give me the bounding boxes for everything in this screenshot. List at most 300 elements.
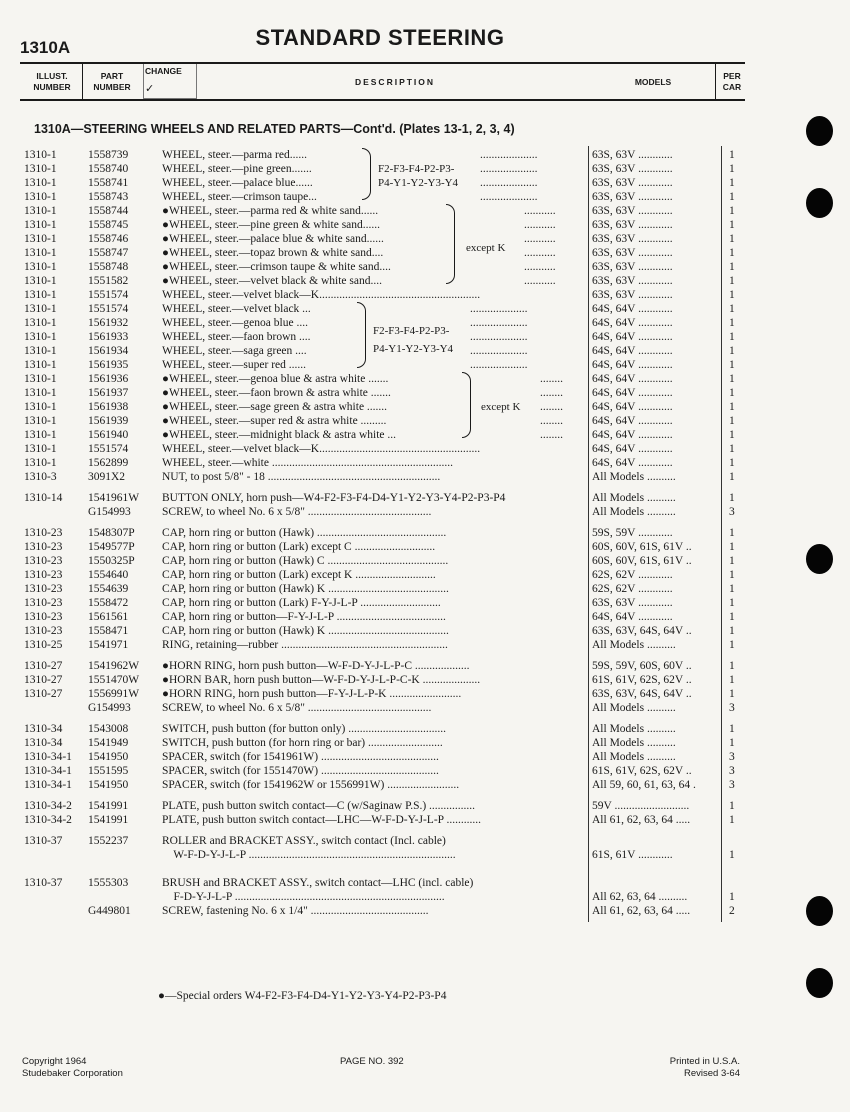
illus-number: 1310-34-2 <box>24 814 72 826</box>
header-models: MODELS <box>634 77 672 87</box>
part-number: 1558472 <box>88 597 129 609</box>
part-description: PLATE, push button switch contact—LHC—W-F-D-Y-J-L-P ............ <box>162 814 481 826</box>
leader-dots: .................... <box>470 359 528 371</box>
part-number: 1551470W <box>88 674 140 686</box>
per-car-qty: 3 <box>729 702 735 714</box>
per-car-qty: 1 <box>729 891 735 903</box>
models: All Models .......... <box>592 471 676 483</box>
part-number: 1558745 <box>88 219 129 231</box>
models: 61S, 61V ............ <box>592 849 673 861</box>
per-car-qty: 1 <box>729 555 735 567</box>
table-row <box>0 288 850 302</box>
per-car-qty: 1 <box>729 247 735 259</box>
part-description: ●WHEEL, steer.—parma red & white sand...... <box>162 205 379 217</box>
part-number: 1558740 <box>88 163 129 175</box>
part-number: 1554639 <box>88 583 129 595</box>
illus-number: 1310-23 <box>24 611 63 623</box>
table-row <box>0 876 850 890</box>
table-row <box>0 582 850 596</box>
models: 63S, 63V ............ <box>592 597 673 609</box>
illus-number: 1310-34-1 <box>24 765 72 777</box>
leader-dots: .................... <box>480 149 538 161</box>
illus-number: 1310-23 <box>24 569 63 581</box>
illus-number: 1310-23 <box>24 597 63 609</box>
part-description: SCREW, to wheel No. 6 x 5/8" ........................................... <box>162 506 432 518</box>
table-row <box>0 148 850 162</box>
per-car-qty: 1 <box>729 359 735 371</box>
part-number: 1541991 <box>88 814 129 826</box>
per-car-qty: 1 <box>729 303 735 315</box>
illus-number: 1310-3 <box>24 471 57 483</box>
part-description: WHEEL, steer.—velvet black—K........................................................ <box>162 443 481 455</box>
table-row <box>0 596 850 610</box>
leader-dots: ........ <box>540 373 563 385</box>
models: 63S, 63V ............ <box>592 289 673 301</box>
illus-number: 1310-1 <box>24 177 57 189</box>
models: 64S, 64V ............ <box>592 317 673 329</box>
binder-hole <box>806 896 833 926</box>
part-number: 1558748 <box>88 261 129 273</box>
per-car-qty: 1 <box>729 205 735 217</box>
models: 59V .......................... <box>592 800 690 812</box>
table-row <box>0 442 850 456</box>
part-description: BUTTON ONLY, horn push—W4-F2-F3-F4-D4-Y1-Y2-Y3-Y4-P2-P3-P4 <box>162 492 506 504</box>
table-row <box>0 470 850 484</box>
illus-number: 1310-1 <box>24 261 57 273</box>
illus-number: 1310-23 <box>24 583 63 595</box>
models: 64S, 64V ............ <box>592 359 673 371</box>
models: 63S, 63V ............ <box>592 191 673 203</box>
per-car-qty: 1 <box>729 163 735 175</box>
part-number: G154993 <box>88 506 131 518</box>
models: 64S, 64V ............ <box>592 457 673 469</box>
models: 62S, 62V ............ <box>592 583 673 595</box>
leader-dots: .................... <box>470 303 528 315</box>
per-car-qty: 3 <box>729 506 735 518</box>
models: 63S, 63V, 64S, 64V .. <box>592 688 692 700</box>
part-description: ●HORN BAR, horn push button—W-F-D-Y-J-L-P-C-K .................... <box>162 674 481 686</box>
illus-number: 1310-23 <box>24 527 63 539</box>
footer-copyright: Copyright 1964 Studebaker Corporation <box>22 1056 123 1079</box>
part-description: WHEEL, steer.—pine green....... <box>162 163 312 175</box>
binder-hole <box>806 116 833 146</box>
header-top-rule <box>20 62 745 64</box>
part-description: ●WHEEL, steer.—midnight black & astra white ... <box>162 429 397 441</box>
part-description: WHEEL, steer.—parma red...... <box>162 149 307 161</box>
part-description: WHEEL, steer.—velvet black ... <box>162 303 311 315</box>
illus-number: 1310-1 <box>24 373 57 385</box>
models: All 62, 63, 64 .......... <box>592 891 688 903</box>
illus-number: 1310-37 <box>24 835 63 847</box>
illus-number: 1310-1 <box>24 457 57 469</box>
per-car-qty: 1 <box>729 261 735 273</box>
table-row <box>0 218 850 232</box>
table-row <box>0 260 850 274</box>
part-description: ●WHEEL, steer.—super red & astra white ......... <box>162 415 387 427</box>
part-number: 1558744 <box>88 205 129 217</box>
models: All Models .......... <box>592 737 676 749</box>
per-car-qty: 3 <box>729 751 735 763</box>
per-car-qty: 1 <box>729 219 735 231</box>
part-description: ●WHEEL, steer.—topaz brown & white sand.... <box>162 247 384 259</box>
leader-dots: .................... <box>480 163 538 175</box>
part-number: 1555303 <box>88 877 129 889</box>
leader-dots: .................... <box>480 191 538 203</box>
part-number: 1561940 <box>88 429 129 441</box>
models: All Models .......... <box>592 723 676 735</box>
part-number: 1561937 <box>88 387 129 399</box>
part-number: 1558747 <box>88 247 129 259</box>
header-bottom-rule <box>20 99 745 101</box>
table-row <box>0 190 850 204</box>
part-description: WHEEL, steer.—palace blue...... <box>162 177 313 189</box>
models: 64S, 64V ............ <box>592 303 673 315</box>
part-number: 3091X2 <box>88 471 126 483</box>
illus-number: 1310-1 <box>24 317 57 329</box>
header-part-number: PART NUMBER <box>93 71 131 92</box>
part-number: 1562899 <box>88 457 129 469</box>
part-number: 1561933 <box>88 331 129 343</box>
footer-page-number: PAGE NO. 392 <box>340 1056 404 1067</box>
part-description: CAP, horn ring or button (Hawk) C .......................................... <box>162 555 449 567</box>
models: All Models .......... <box>592 639 676 651</box>
part-number: 1561935 <box>88 359 129 371</box>
part-description: RING, retaining—rubber .......................................................... <box>162 639 448 651</box>
per-car-qty: 1 <box>729 660 735 672</box>
table-row <box>0 890 850 904</box>
model-group-label: P4-Y1-Y2-Y3-Y4 <box>378 177 459 189</box>
models: All 61, 62, 63, 64 ..... <box>592 814 691 826</box>
illus-number: 1310-1 <box>24 415 57 427</box>
table-row <box>0 722 850 736</box>
table-row <box>0 540 850 554</box>
leader-dots: ........... <box>524 247 556 259</box>
part-description: WHEEL, steer.—faon brown .... <box>162 331 311 343</box>
table-row <box>0 673 850 687</box>
table-row <box>0 659 850 673</box>
table-row <box>0 624 850 638</box>
illus-number: 1310-1 <box>24 429 57 441</box>
part-number: 1541950 <box>88 779 129 791</box>
illus-number: 1310-14 <box>24 492 63 504</box>
models: 64S, 64V ............ <box>592 415 673 427</box>
model-group-label: except K <box>466 242 506 254</box>
models: All Models .......... <box>592 492 676 504</box>
model-group-label: except K <box>481 401 521 413</box>
per-car-qty: 1 <box>729 688 735 700</box>
per-car-qty: 1 <box>729 639 735 651</box>
part-description: ●HORN RING, horn push button—W-F-D-Y-J-L-P-C ................... <box>162 660 470 672</box>
model-group-label: F2-F3-F4-P2-P3- <box>373 325 450 337</box>
part-number: 1558739 <box>88 149 129 161</box>
illus-number: 1310-1 <box>24 163 57 175</box>
part-description: ●WHEEL, steer.—pine green & white sand...... <box>162 219 381 231</box>
part-number: 1551574 <box>88 289 129 301</box>
table-row <box>0 358 850 372</box>
per-car-qty: 1 <box>729 471 735 483</box>
models: 63S, 63V, 64S, 64V .. <box>592 625 692 637</box>
illus-number: 1310-1 <box>24 191 57 203</box>
part-number: 1541971 <box>88 639 129 651</box>
part-description: PLATE, push button switch contact—C (w/Saginaw P.S.) ................ <box>162 800 476 812</box>
illus-number: 1310-1 <box>24 289 57 301</box>
header-divider <box>82 64 83 100</box>
part-number: 1541961W <box>88 492 140 504</box>
leader-dots: ........ <box>540 387 563 399</box>
part-description: NUT, to post 5/8" - 18 ............................................................ <box>162 471 441 483</box>
illus-number: 1310-1 <box>24 387 57 399</box>
illus-number: 1310-23 <box>24 625 63 637</box>
part-number: 1551582 <box>88 275 129 287</box>
part-number: 1558741 <box>88 177 129 189</box>
per-car-qty: 1 <box>729 345 735 357</box>
binder-hole <box>806 544 833 574</box>
per-car-qty: 1 <box>729 569 735 581</box>
per-car-qty: 1 <box>729 583 735 595</box>
part-description: ●WHEEL, steer.—velvet black & white sand.... <box>162 275 382 287</box>
per-car-qty: 1 <box>729 177 735 189</box>
part-description: W-F-D-Y-J-L-P ........................................................................ <box>162 849 456 861</box>
per-car-qty: 1 <box>729 401 735 413</box>
per-car-qty: 1 <box>729 331 735 343</box>
leader-dots: ........... <box>524 233 556 245</box>
models: All Models .......... <box>592 751 676 763</box>
illus-number: 1310-34-1 <box>24 779 72 791</box>
table-row <box>0 302 850 316</box>
illus-number: 1310-34-2 <box>24 800 72 812</box>
part-number: 1552237 <box>88 835 129 847</box>
table-row <box>0 274 850 288</box>
part-number: 1543008 <box>88 723 129 735</box>
table-row <box>0 491 850 505</box>
per-car-qty: 1 <box>729 373 735 385</box>
leader-dots: ........... <box>524 205 556 217</box>
part-number: 1551574 <box>88 303 129 315</box>
part-number: 1558471 <box>88 625 129 637</box>
table-row <box>0 400 850 414</box>
per-car-qty: 1 <box>729 541 735 553</box>
illus-number: 1310-1 <box>24 359 57 371</box>
model-group-label: P4-Y1-Y2-Y3-Y4 <box>373 343 454 355</box>
part-description: ●WHEEL, steer.—faon brown & astra white ....... <box>162 387 391 399</box>
per-car-qty: 1 <box>729 149 735 161</box>
models: All Models .......... <box>592 506 676 518</box>
per-car-qty: 2 <box>729 905 735 917</box>
illus-number: 1310-1 <box>24 149 57 161</box>
part-description: ●HORN RING, horn push button—F-Y-J-L-P-K ......................... <box>162 688 462 700</box>
models: 64S, 64V ............ <box>592 387 673 399</box>
table-row <box>0 904 850 918</box>
illus-number: 1310-1 <box>24 443 57 455</box>
illus-number: 1310-37 <box>24 877 63 889</box>
illus-number: 1310-1 <box>24 219 57 231</box>
part-description: WHEEL, steer.—crimson taupe... <box>162 191 317 203</box>
header-change: CHANGE <box>145 66 182 76</box>
models: 64S, 64V ............ <box>592 345 673 357</box>
part-description: CAP, horn ring or button (Hawk) K .......................................... <box>162 625 449 637</box>
models: 63S, 63V ............ <box>592 275 673 287</box>
per-car-qty: 1 <box>729 737 735 749</box>
illus-number: 1310-23 <box>24 541 63 553</box>
part-number: 1541991 <box>88 800 129 812</box>
part-number: 1558743 <box>88 191 129 203</box>
table-row <box>0 162 850 176</box>
per-car-qty: 1 <box>729 625 735 637</box>
illus-number: 1310-1 <box>24 345 57 357</box>
models: 63S, 63V ............ <box>592 205 673 217</box>
part-description: F-D-Y-J-L-P ......................................................................... <box>162 891 445 903</box>
per-car-qty: 1 <box>729 814 735 826</box>
per-car-qty: 1 <box>729 492 735 504</box>
table-row <box>0 428 850 442</box>
illus-number: 1310-1 <box>24 275 57 287</box>
page-code: 1310A <box>20 38 71 57</box>
per-car-qty: 1 <box>729 233 735 245</box>
part-number: 1541950 <box>88 751 129 763</box>
illus-number: 1310-34 <box>24 723 63 735</box>
part-description: SCREW, to wheel No. 6 x 5/8" ........................................... <box>162 702 432 714</box>
part-description: BRUSH and BRACKET ASSY., switch contact—LHC (incl. cable) <box>162 877 474 889</box>
per-car-qty: 3 <box>729 765 735 777</box>
table-row <box>0 204 850 218</box>
models: All 59, 60, 61, 63, 64 . <box>592 779 696 791</box>
models: 63S, 63V ............ <box>592 261 673 273</box>
part-number: 1551595 <box>88 765 129 777</box>
table-row <box>0 344 850 358</box>
models: 61S, 61V, 62S, 62V .. <box>592 674 692 686</box>
part-number: 1556991W <box>88 688 140 700</box>
illus-number: 1310-1 <box>24 401 57 413</box>
illus-number: 1310-1 <box>24 303 57 315</box>
models: 61S, 61V, 62S, 62V .. <box>592 765 692 777</box>
illus-number: 1310-25 <box>24 639 63 651</box>
part-description: SPACER, switch (for 1541961W) ......................................... <box>162 751 439 763</box>
part-number: 1541962W <box>88 660 140 672</box>
table-row <box>0 386 850 400</box>
illus-number: 1310-23 <box>24 555 63 567</box>
part-description: ROLLER and BRACKET ASSY., switch contact (Incl. cable) <box>162 835 446 847</box>
part-description: SPACER, switch (for 1551470W) ......................................... <box>162 765 439 777</box>
part-description: WHEEL, steer.—super red ...... <box>162 359 307 371</box>
table-row <box>0 610 850 624</box>
per-car-qty: 1 <box>729 275 735 287</box>
per-car-qty: 1 <box>729 723 735 735</box>
per-car-qty: 1 <box>729 800 735 812</box>
table-row <box>0 176 850 190</box>
part-description: CAP, horn ring or button (Lark) F-Y-J-L-P ............................ <box>162 597 441 609</box>
per-car-qty: 1 <box>729 849 735 861</box>
models: All Models .......... <box>592 702 676 714</box>
table-row <box>0 372 850 386</box>
illus-number: 1310-27 <box>24 688 63 700</box>
models: 60S, 60V, 61S, 61V .. <box>592 555 692 567</box>
table-row <box>0 232 850 246</box>
illus-number: 1310-1 <box>24 331 57 343</box>
part-number: 1561932 <box>88 317 129 329</box>
part-number: 1561934 <box>88 345 129 357</box>
illus-number: 1310-34-1 <box>24 751 72 763</box>
part-description: ●WHEEL, steer.—crimson taupe & white sand.... <box>162 261 391 273</box>
models: 64S, 64V ............ <box>592 443 673 455</box>
part-description: SWITCH, push button (for horn ring or bar) .......................... <box>162 737 443 749</box>
table-row <box>0 778 850 792</box>
per-car-qty: 1 <box>729 429 735 441</box>
models: All 61, 62, 63, 64 ..... <box>592 905 691 917</box>
per-car-qty: 1 <box>729 289 735 301</box>
illus-number: 1310-27 <box>24 674 63 686</box>
header-description: DESCRIPTION <box>354 77 436 87</box>
leader-dots: ........... <box>524 261 556 273</box>
per-car-qty: 1 <box>729 443 735 455</box>
leader-dots: ........... <box>524 275 556 287</box>
table-row <box>0 813 850 827</box>
leader-dots: .................... <box>470 345 528 357</box>
table-row <box>0 736 850 750</box>
part-description: CAP, horn ring or button (Hawk) K .......................................... <box>162 583 449 595</box>
models: 59S, 59V, 60S, 60V .. <box>592 660 692 672</box>
part-number: 1554640 <box>88 569 129 581</box>
part-number: 1558746 <box>88 233 129 245</box>
models: 64S, 64V ............ <box>592 611 673 623</box>
part-number: G449801 <box>88 905 131 917</box>
part-number: 1548307P <box>88 527 135 539</box>
table-row <box>0 638 850 652</box>
part-description: WHEEL, steer.—genoa blue .... <box>162 317 308 329</box>
per-car-qty: 1 <box>729 527 735 539</box>
part-description: WHEEL, steer.—white ............................................................... <box>162 457 453 469</box>
part-description: ●WHEEL, steer.—genoa blue & astra white ....... <box>162 373 389 385</box>
model-group-label: F2-F3-F4-P2-P3- <box>378 163 455 175</box>
models: 62S, 62V ............ <box>592 569 673 581</box>
part-description: SWITCH, push button (for button only) .................................. <box>162 723 446 735</box>
illus-number: 1310-1 <box>24 247 57 259</box>
per-car-qty: 1 <box>729 597 735 609</box>
table-row <box>0 414 850 428</box>
footer-printed: Printed in U.S.A. Revised 3-64 <box>669 1056 740 1079</box>
per-car-qty: 1 <box>729 457 735 469</box>
part-number: 1549577P <box>88 541 135 553</box>
part-description: WHEEL, steer.—velvet black—K........................................................ <box>162 289 481 301</box>
header-per-car: PER CAR <box>722 71 742 92</box>
table-row <box>0 834 850 848</box>
table-row <box>0 799 850 813</box>
binder-hole <box>806 968 833 998</box>
leader-dots: .................... <box>470 317 528 329</box>
header-illus-number: ILLUST. NUMBER <box>33 71 71 92</box>
per-car-qty: 1 <box>729 387 735 399</box>
models: 64S, 64V ............ <box>592 429 673 441</box>
leader-dots: .................... <box>480 177 538 189</box>
leader-dots: ........... <box>524 219 556 231</box>
leader-dots: ........ <box>540 415 563 427</box>
illus-number: 1310-27 <box>24 660 63 672</box>
per-car-qty: 1 <box>729 317 735 329</box>
per-car-qty: 1 <box>729 674 735 686</box>
part-description: CAP, horn ring or button—F-Y-J-L-P ...................................... <box>162 611 446 623</box>
illus-number: 1310-1 <box>24 233 57 245</box>
leader-dots: ........ <box>540 429 563 441</box>
models: 63S, 63V ............ <box>592 233 673 245</box>
part-description: CAP, horn ring or button (Hawk) ............................................. <box>162 527 447 539</box>
models: 63S, 63V ............ <box>592 149 673 161</box>
models: 64S, 64V ............ <box>592 373 673 385</box>
part-number: 1561561 <box>88 611 129 623</box>
table-row <box>0 568 850 582</box>
part-description: CAP, horn ring or button (Lark) except K ............................ <box>162 569 436 581</box>
models: 63S, 63V ............ <box>592 163 673 175</box>
table-row <box>0 687 850 701</box>
part-description: SPACER, switch (for 1541962W or 1556991W) ......................... <box>162 779 460 791</box>
